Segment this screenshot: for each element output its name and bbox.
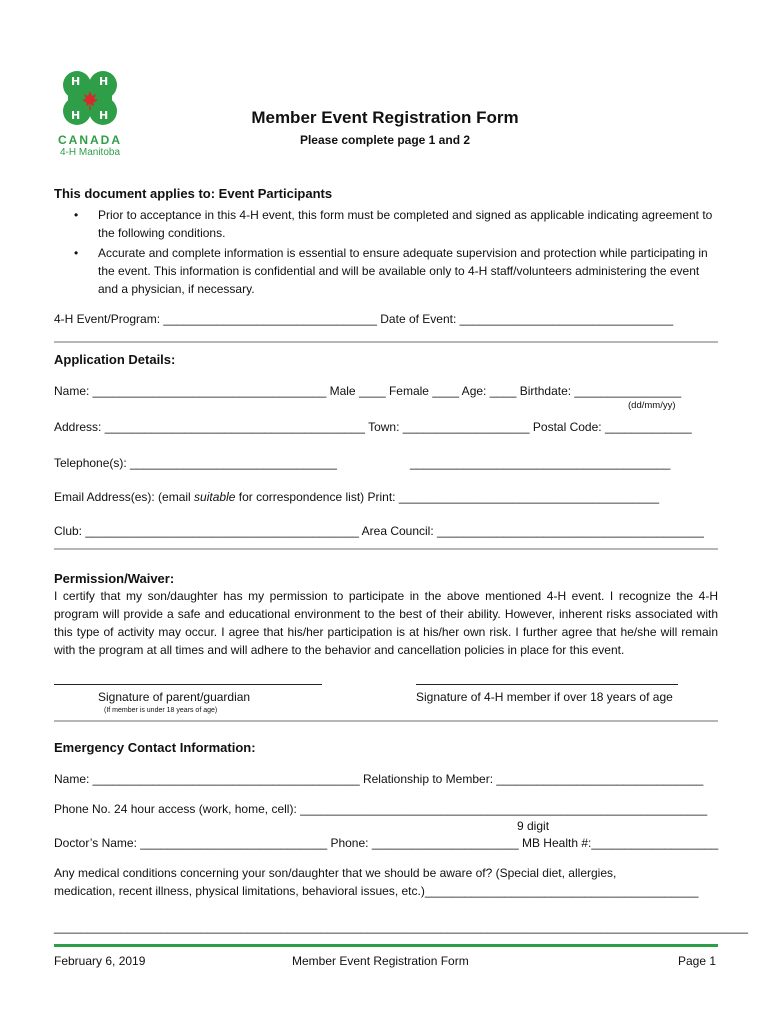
club-council-field[interactable]: Club: _________________________________________ Area Council: ________________________________________ [54, 524, 704, 538]
email-field[interactable]: Email Address(es): (email suitable for correspondence list) Print: _______________________________________ [54, 490, 660, 504]
svg-text:H: H [71, 109, 81, 122]
health-number-hint: 9 digit [517, 819, 550, 833]
emergency-phone-field[interactable]: Phone No. 24 hour access (work, home, cell): _____________________________________________________________ [54, 802, 708, 816]
emergency-name-field[interactable]: Name: ________________________________________ Relationship to Member: _______________________________ [54, 772, 704, 786]
footer-page-number: Page 1 [678, 954, 717, 968]
svg-text:H: H [71, 75, 81, 88]
telephone-field[interactable]: Telephone(s): _______________________________ [54, 456, 337, 470]
member-signature-line[interactable] [416, 684, 678, 685]
logo-subtitle: 4-H Manitoba [59, 147, 121, 158]
footer-title: Member Event Registration Form [292, 954, 469, 968]
applies-bullet-list [72, 206, 722, 298]
logo-wordmark: CANADA [58, 133, 122, 147]
medical-conditions-extra-line[interactable]: ________________________________________________________________________________________________________ [54, 920, 749, 934]
divider [54, 341, 718, 343]
telephone-field-2[interactable]: _______________________________________ [410, 456, 671, 470]
permission-heading: Permission/Waiver: [54, 571, 175, 586]
doctor-field[interactable]: Doctor’s Name: ____________________________ Phone: ______________________ MB Health #:___________________ [54, 836, 719, 850]
bullet-icon: • [74, 246, 79, 260]
parent-signature-line[interactable] [54, 684, 322, 685]
member-signature-label: Signature of 4-H member if over 18 years of age [416, 690, 673, 704]
divider [54, 720, 718, 722]
applies-heading: This document applies to: Event Participants [54, 186, 333, 201]
applicant-name-field[interactable]: Name: ___________________________________ Male ____ Female ____ Age: ____ Birthdate: ________________ [54, 384, 682, 398]
divider [54, 548, 718, 550]
medical-conditions-label: Any medical conditions concerning your son/daughter that we should be aware of? (Special diet, allergies, [54, 866, 617, 880]
parent-signature-note: (If member is under 18 years of age) [104, 707, 218, 714]
address-field[interactable]: Address: _______________________________________ Town: ___________________ Postal Code: _____________ [54, 420, 692, 434]
emergency-heading: Emergency Contact Information: [54, 740, 256, 755]
svg-text:H: H [99, 109, 109, 122]
footer-date: February 6, 2019 [54, 954, 146, 968]
event-program-field[interactable]: 4-H Event/Program: ________________________________ Date of Event: ________________________________ [54, 312, 674, 326]
form-title: Member Event Registration Form [251, 108, 519, 127]
application-heading: Application Details: [54, 352, 176, 367]
footer-divider [54, 944, 718, 947]
waiver-text: I certify that my son/daughter has my permission to participate in the above mentioned 4-H event. I recognize the 4-H program will provide a safe and educational environment to the best of their ability. However, inherent risks associated with this type of activity may occur. I agree that his/her participation is at his/her own risk. I further agree that he/she will remain with the program at all times and will adhere to the behavior and cancellation policies in place for this event. [54, 589, 718, 657]
form-subtitle: Please complete page 1 and 2 [299, 133, 471, 147]
medical-conditions-field[interactable]: medication, recent illness, physical limitations, behavioral issues, etc.)_________________________________________ [54, 884, 699, 898]
svg-text:H: H [99, 75, 109, 88]
date-format-hint: (dd/mm/yy) [628, 400, 676, 411]
parent-signature-label: Signature of parent/guardian [98, 690, 251, 704]
bullet-icon: • [74, 208, 79, 222]
list-item: • Prior to acceptance in this 4-H event, this form must be completed and signed as applicable indicating agreement to the following conditions. [74, 208, 713, 240]
list-item: • Accurate and complete information is essential to ensure adequate supervision and protection while participating in the event. This information is confidential and will be available only to 4-H staff/volunteers administering the event and a physician, if necessary. [74, 246, 708, 296]
